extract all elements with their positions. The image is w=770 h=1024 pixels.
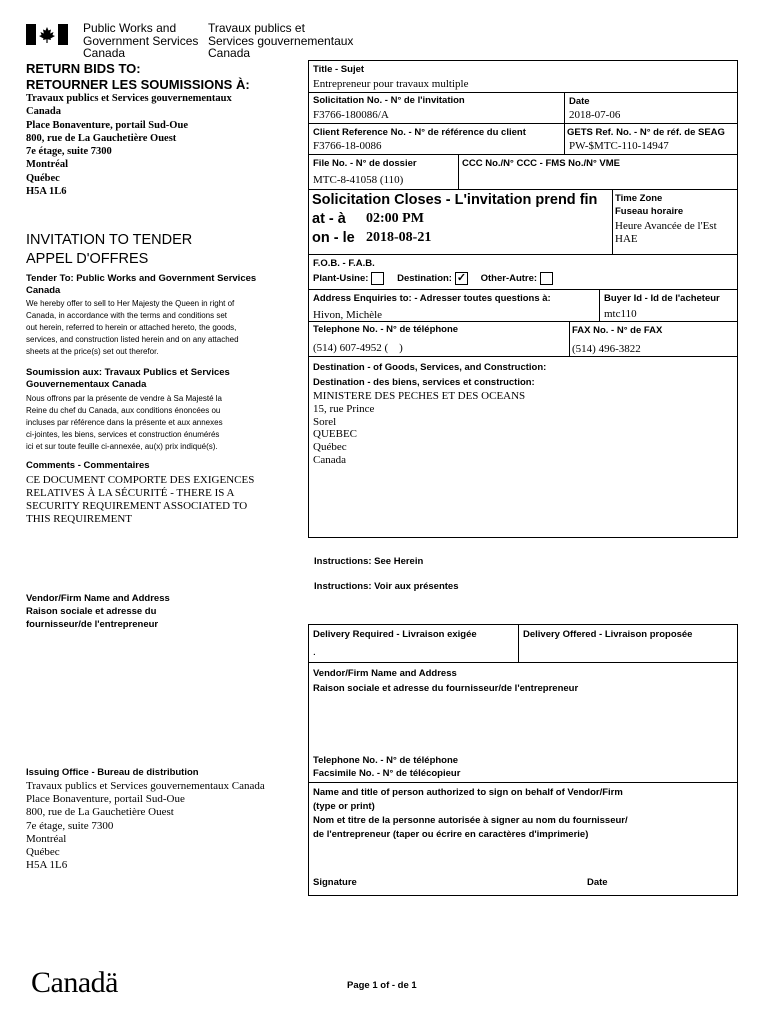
delivery-offered-label: Delivery Offered - Livraison proposée bbox=[523, 629, 693, 640]
authorized-person-label: Name and title of person authorized to sign on behalf of Vendor/Firm (type or print) Nom et titre de la personne autorisée à signer au nom du fournisseur/ de l'entrepreneur (taper ou écrire en caractères d'imprimerie) bbox=[313, 787, 628, 840]
closing-on-label: on - le bbox=[312, 230, 355, 246]
destination-goods-value: MINISTERE DES PECHES ET DES OCEANS 15, rue Prince Sorel QUEBEC Québec Canada bbox=[313, 390, 526, 466]
client-ref-value: F3766-18-0086 bbox=[313, 140, 382, 152]
time-zone-label: Time Zone Fuseau horaire bbox=[615, 193, 684, 217]
delivery-required-value: . bbox=[313, 646, 316, 658]
file-no-value: MTC-8-41058 (110) bbox=[313, 174, 404, 186]
vendor-firm-label: Vendor/Firm Name and Address Raison sociale et adresse du fournisseur/de l'entrepreneur bbox=[313, 668, 579, 694]
issuing-office-label: Issuing Office - Bureau de distribution bbox=[26, 767, 199, 778]
gets-ref-value: PW-$MTC-110-14947 bbox=[569, 140, 669, 152]
date-value: 2018-07-06 bbox=[569, 109, 621, 121]
canada-wordmark: Canadä bbox=[31, 966, 118, 999]
issuing-office-address: Travaux publics et Services gouvernementaux Canada Place Bonaventure, portail Sud-Oue 800, rue de La Gauchetière Ouest 7e étage, suite 7300 Montréal Québec H5A 1L6 bbox=[26, 780, 265, 872]
fax-label: FAX No. - N° de FAX bbox=[572, 325, 663, 336]
fax-value: (514) 496-3822 bbox=[572, 343, 641, 355]
comments-label: Comments - Commentaires bbox=[26, 460, 150, 471]
destination-goods-label: Destination - of Goods, Services, and Construction: Destination - des biens, services et construction: bbox=[313, 362, 547, 388]
title-value: Entrepreneur pour travaux multiple bbox=[313, 78, 469, 90]
delivery-required-label: Delivery Required - Livraison exigée bbox=[313, 629, 477, 640]
address-enquiries-label: Address Enquiries to: - Adresser toutes questions à: bbox=[313, 293, 551, 304]
title-label: Title - Sujet bbox=[313, 64, 365, 75]
instructions-fr: Instructions: Voir aux présentes bbox=[314, 581, 459, 592]
tender-to-label: Tender To: Public Works and Government Services Canada bbox=[26, 273, 257, 296]
comments-text: CE DOCUMENT COMPORTE DES EXIGENCES RELATIVES À LA SÉCURITÉ - THERE IS A SECURITY REQUIREMENT ASSOCIATED TO THIS REQUIREMENT bbox=[26, 474, 255, 525]
ccc-no-label: CCC No./N° CCC - FMS No./N° VME bbox=[462, 158, 621, 169]
solicitation-no-label: Solicitation No. - N° de l'invitation bbox=[313, 95, 465, 106]
date-label: Date bbox=[569, 96, 590, 107]
destination-checkbox[interactable] bbox=[455, 272, 468, 285]
gets-ref-label: GETS Ref. No. - N° de réf. de SEAG bbox=[567, 127, 725, 138]
other-label: Other-Autre: bbox=[480, 273, 538, 285]
address-enquiries-value: Hivon, Michèle bbox=[313, 309, 383, 321]
soumission-text: Nous offrons par la présente de vendre à Sa Majesté la Reine du chef du Canada, aux conditions énoncées ou incluses par référence dans la présente et aux annexes ci-jointes, les biens, services et construction énumérés ici et sur toute feuille ci-annexée, au(x) prix indiqué(s). bbox=[26, 394, 223, 451]
plant-label: Plant-Usine: bbox=[313, 273, 369, 285]
telephone-label: Telephone No. - N° de téléphone bbox=[313, 324, 459, 335]
other-checkbox[interactable] bbox=[540, 272, 553, 285]
closing-time-value: 02:00 PM bbox=[366, 211, 424, 226]
fob-options bbox=[313, 272, 559, 285]
signature-date-label: Date bbox=[587, 877, 608, 888]
soumission-label: Soumission aux: Travaux Publics et Services Gouvernementaux Canada bbox=[26, 367, 230, 390]
time-zone-value: Heure Avancée de l'Est HAE bbox=[615, 220, 717, 245]
client-ref-label: Client Reference No. - N° de référence du client bbox=[313, 127, 526, 138]
telephone-value: (514) 607-4952 ( ) bbox=[313, 342, 403, 354]
buyer-id-value: mtc110 bbox=[604, 308, 637, 320]
return-bids-address: Travaux publics et Services gouvernementaux Canada Place Bonaventure, portail Sud-Oue 800, rue de La Gauchetière Ouest 7e étage, suite 7300 Montréal Québec H5A 1L6 bbox=[26, 93, 232, 198]
canada-flag-icon bbox=[26, 24, 68, 45]
signature-label: Signature bbox=[313, 877, 357, 888]
department-name-fr: Travaux publics et Services gouvernementaux Canada bbox=[208, 21, 354, 60]
department-name-en: Public Works and Government Services Canada bbox=[83, 21, 199, 60]
solicitation-no-value: F3766-180086/A bbox=[313, 109, 389, 121]
plant-checkbox[interactable] bbox=[371, 272, 384, 285]
tender-to-text: We hereby offer to sell to Her Majesty the Queen in right of Canada, in accordance with the terms and conditions set out herein, referred to herein or attached hereto, the goods, services, and construction listed herein and on any attached sheets at the price(s) set out therefor. bbox=[26, 299, 239, 356]
file-no-label: File No. - N° de dossier bbox=[313, 158, 417, 169]
telephone-fax-label: Telephone No. - N° de téléphone Facsimile No. - N° de télécopieur bbox=[313, 755, 461, 779]
vendor-firm-label-left: Vendor/Firm Name and Address Raison sociale et adresse du fournisseur/de l'entrepreneur bbox=[26, 593, 170, 630]
instructions-en: Instructions: See Herein bbox=[314, 556, 424, 567]
page-number: Page 1 of - de 1 bbox=[347, 980, 417, 991]
checkmark-icon: ✓ bbox=[456, 272, 467, 284]
solicitation-closes-label: Solicitation Closes - L'invitation prend fin bbox=[312, 192, 598, 208]
return-bids-title: RETURN BIDS TO: RETOURNER LES SOUMISSIONS À: bbox=[26, 61, 250, 92]
destination-label: Destination: bbox=[397, 273, 452, 285]
buyer-id-label: Buyer Id - Id de l'acheteur bbox=[604, 293, 720, 304]
fob-label: F.O.B. - F.A.B. bbox=[313, 258, 375, 269]
closing-date-value: 2018-08-21 bbox=[366, 230, 432, 245]
closing-at-label: at - à bbox=[312, 211, 346, 227]
invitation-title: INVITATION TO TENDER APPEL D'OFFRES bbox=[26, 232, 193, 267]
